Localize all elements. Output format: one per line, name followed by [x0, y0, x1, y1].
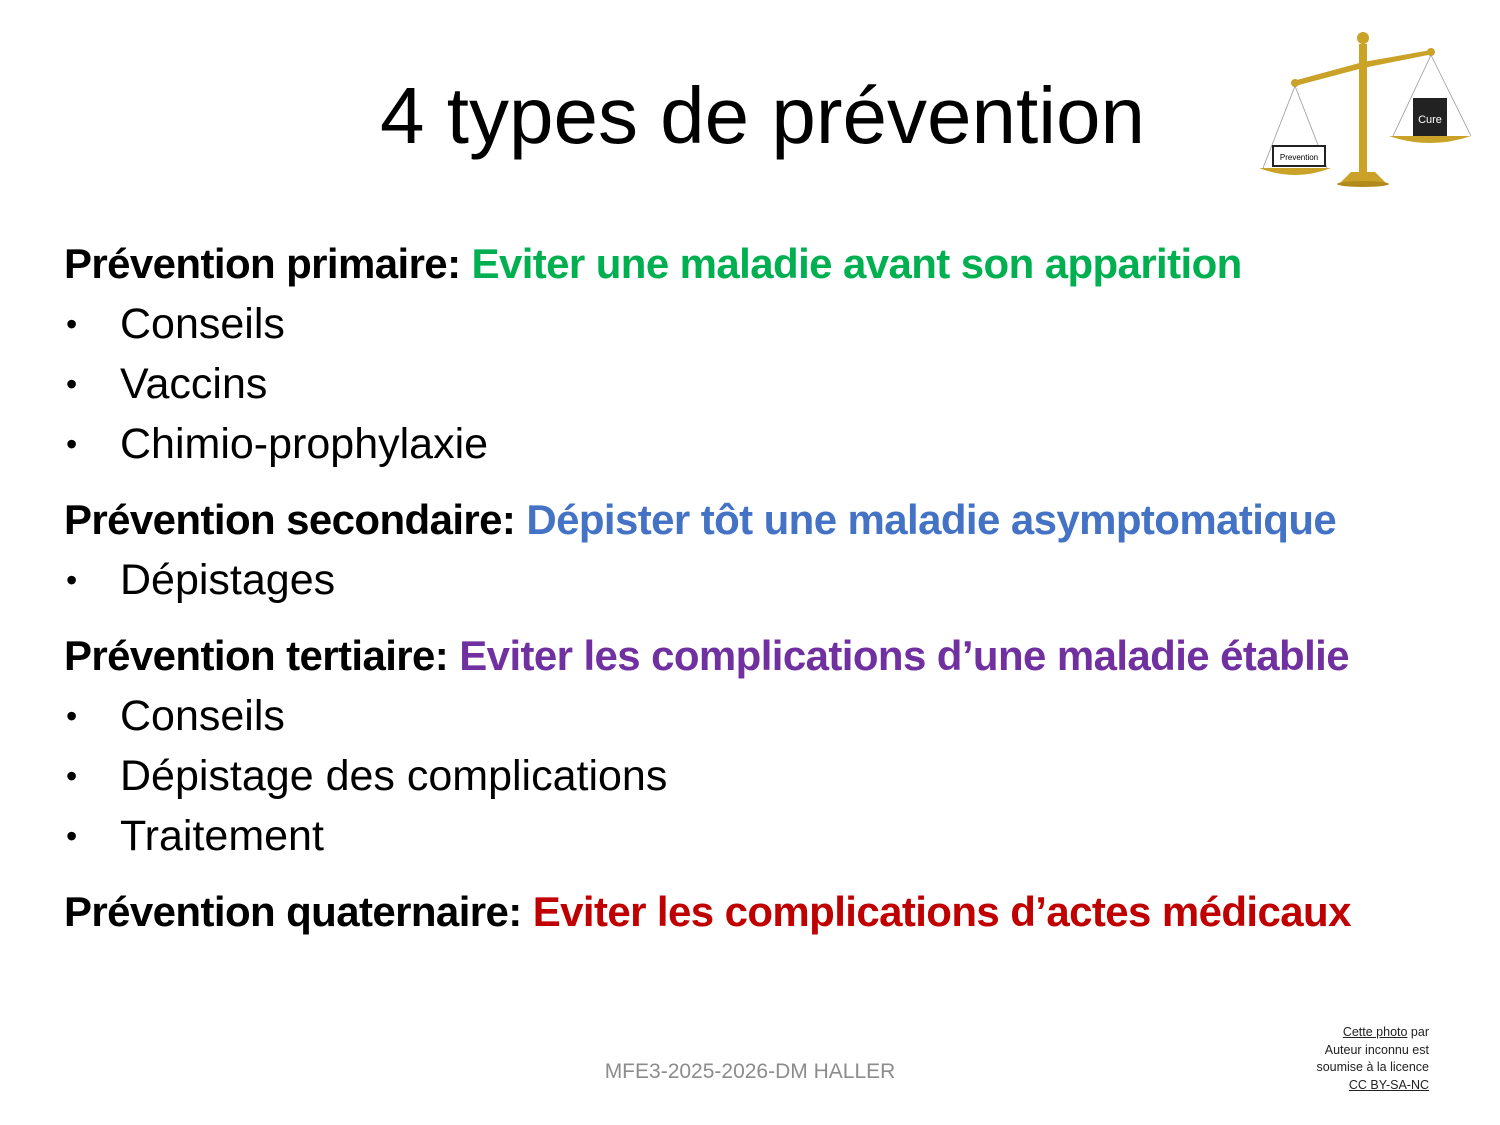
slide-body [64, 234, 1484, 958]
section-description: Eviter les complications d’actes médicaux [532, 888, 1351, 935]
list-item: • Conseils [66, 300, 285, 348]
section-tertiary [64, 626, 1484, 866]
section-label: Prévention quaternaire: [64, 888, 522, 935]
section-label: Prévention tertiaire: [64, 632, 449, 679]
license-link[interactable]: CC BY-SA-NC [1348, 1077, 1429, 1092]
slide-footer: MFE3-2025-2026-DM HALLER [604, 1060, 896, 1083]
section-quaternary [64, 882, 1484, 942]
photo-link[interactable]: Cette photo [1342, 1025, 1408, 1039]
section-heading [64, 234, 1484, 294]
section-description: Eviter les complications d’une maladie établie [459, 632, 1349, 679]
list-item: • Chimio-prophylaxie [66, 420, 489, 468]
section-description: Eviter une maladie avant son apparition [471, 240, 1242, 287]
list-item: • Traitement [66, 812, 324, 860]
section-primary [64, 234, 1484, 474]
section-label: Prévention primaire: [64, 240, 461, 287]
left-pan-label: Prevention [1279, 153, 1319, 162]
list-item: • Dépistage des complications [66, 752, 668, 800]
section-heading [64, 882, 1484, 942]
list-item: • Dépistages [66, 556, 336, 604]
right-pan-label: Cure [1418, 114, 1442, 126]
section-label: Prévention secondaire: [64, 496, 516, 543]
section-heading [64, 490, 1484, 550]
section-description: Dépister tôt une maladie asymptomatique [526, 496, 1337, 543]
balance-scale-image [1255, 26, 1477, 188]
slide-title: 4 types de prévention [380, 71, 1145, 160]
balance-scale-icon [1259, 32, 1471, 187]
list-item: • Vaccins [66, 360, 268, 408]
section-secondary [64, 490, 1484, 610]
section-heading [64, 626, 1484, 686]
list-item: • Conseils [66, 692, 285, 740]
photo-credit: Cette photo par Auteur inconnu est soumise à la licence CC BY-SA-NC [1316, 1025, 1429, 1092]
